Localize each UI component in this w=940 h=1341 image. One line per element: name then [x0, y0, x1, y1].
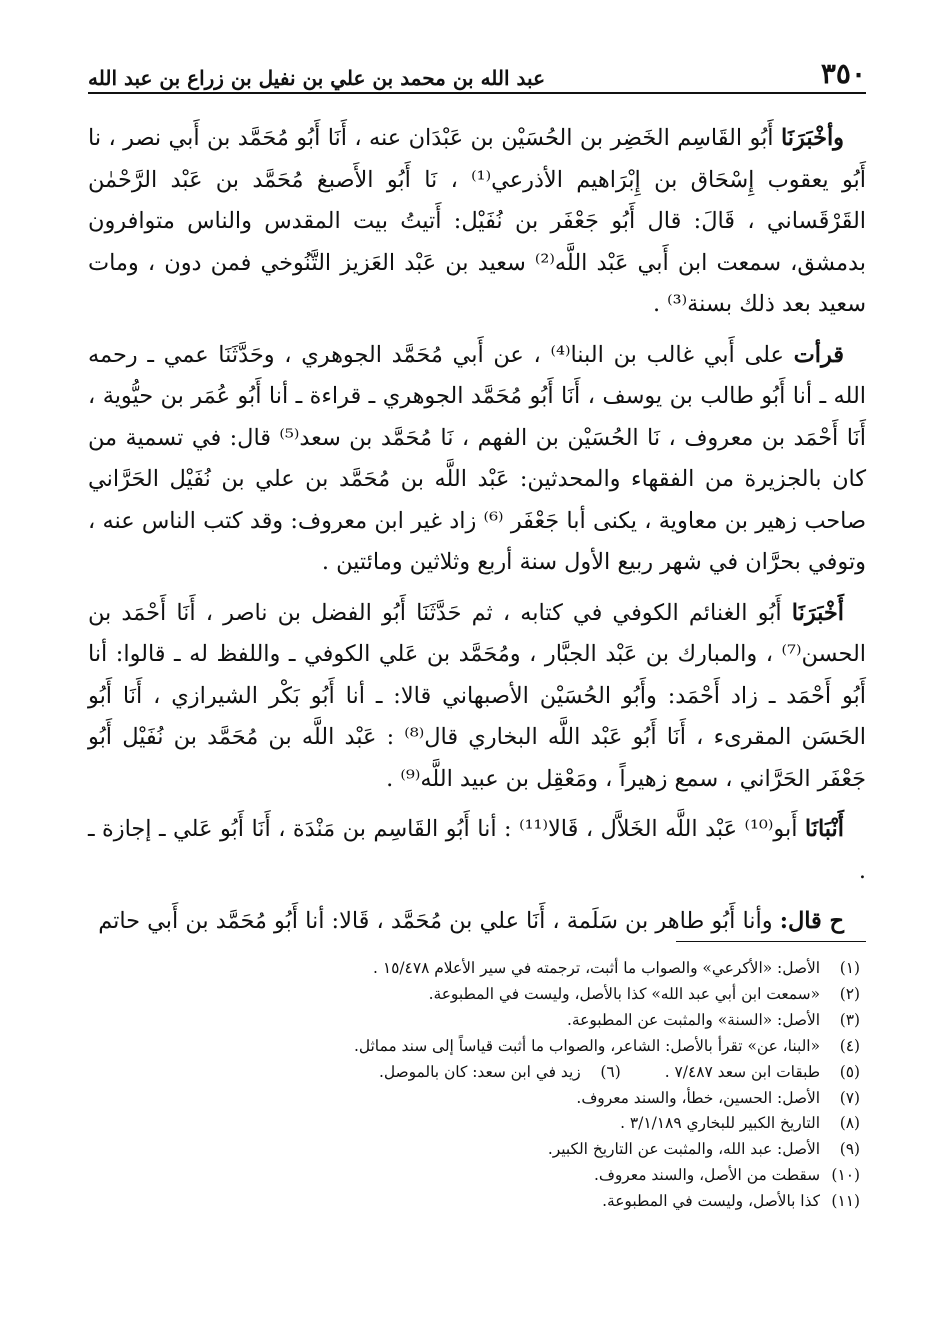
footnote-6 — [379, 1060, 621, 1086]
footnote-10-text: سقطت من الأصل، والسند معروف. — [594, 1166, 820, 1185]
footnote-4-text: «البنا، عن» تقرأ بالأصل: الشاعر، والصواب ما أثبت قياساً إلى سند مماثل. — [353, 1036, 820, 1055]
footnote-7-text: الأصل: الحسين، خطأ، والسند معروف. — [576, 1088, 820, 1107]
footnote-2-label: (٢) — [839, 984, 860, 1003]
footnote-8 — [88, 1111, 860, 1137]
footnotes — [88, 956, 860, 1215]
paragraph-5 — [88, 901, 866, 943]
footnote-7 — [88, 1086, 860, 1112]
footnote-6-label: (٦) — [600, 1062, 621, 1081]
paragraph-2 — [88, 335, 866, 584]
footnote-11-text: كذا بالأصل، وليست في المطبوعة. — [602, 1192, 820, 1211]
main-text — [88, 118, 866, 943]
footnote-9 — [88, 1137, 860, 1163]
paragraph-3-lead: أَخْبَرَنَا — [791, 599, 844, 626]
footnote-2 — [88, 982, 860, 1008]
paragraph-4-text: أَبو⁽¹⁰⁾ عَبْد اللَّه الخَلاَّل ، قَالا⁽¹¹⁾ : أنا أَبُو القَاسِم بن مَنْدَة ، أَنَا أَبُو عَلي ـ إجازة ـ . — [88, 816, 866, 884]
footnote-5 — [665, 1060, 860, 1086]
page-number: ٣٥٠ — [820, 57, 866, 90]
footnote-1-label: (١) — [839, 959, 860, 977]
footnote-3-label: (٣) — [839, 1010, 860, 1029]
paragraph-2-text: على أَبي غالب بن البنا⁽⁴⁾ ، عن أَبي مُحَمَّد الجوهري ، وحَدَّثَنَا عمي ـ رحمه الله ـ أنا أَبُو طالب بن يوسف ، أَنَا أَبُو مُحَمَّد الجوهري ـ قراءة ـ أنا أَبُو عُمَر بن حيُّوية ، أَنَا أَحْمَد بن معروف ، نَا الحُسَيْن بن الفهم ، نَا مُحَمَّد بن سعد⁽⁵⁾ قال: في تسمية من كان بالجزيرة من الفقهاء والمحدثين: عَبْد اللَّه بن مُحَمَّد بن علي بن نُفَيْل الحَرَّاني صاحب زهير بن معاوية ، يكنى أبا جَعْفَر ⁽⁶⁾ زاد غير ابن معروف: وقد كتب الناس عنه ، وتوفي بحرَّان في شهر ربيع الأول سنة أربع وثلاثين ومائتين . — [88, 341, 866, 575]
paragraph-5-text: وأنا أَبُو طاهر بن سَلَمة ، أَنَا علي بن مُحَمَّد ، قَالا: أنا أَبُو مُحَمَّد بن أَبي حاتم — [98, 908, 780, 934]
footnote-5-text: طبقات ابن سعد ٧/٤٨٧ . — [664, 1062, 820, 1081]
footnote-8-label: (٨) — [839, 1114, 860, 1133]
paragraph-3-text: أَبُو الغنائم الكوفي في كتابه ، ثم حَدَّثَنَا أَبُو الفضل بن ناصر ، أَنَا أَحْمَد بن الحسن⁽⁷⁾ ، والمبارك بن عَبْد الجبَّار ، ومُحَمَّد بن عَلي الكوفي ـ واللفظ له ـ قالوا: أنا أَبُو أَحْمَد ـ زاد أَحْمَد: وأَبُو الحُسَيْن الأصبهاني قالا: ـ أنا أَبُو بَكْر الشيرازي ، أَنَا أَبُو الحَسَن المقرىء ، أَنَا أَبُو عَبْد اللَّه البخاري قال⁽⁸⁾ : عَبْد اللَّه بن مُحَمَّد بن نُفَيْل أَبُو جَعْفَر الحَرَّاني ، سمع زهيراً ، ومَعْقِل بن عبيد اللَّه⁽⁹⁾ . — [88, 599, 866, 792]
footnote-7-label: (٧) — [839, 1088, 860, 1107]
footnote-8-text: التاريخ الكبير للبخاري ٣/١/١٨٩ . — [620, 1114, 820, 1133]
footnote-separator — [676, 941, 866, 942]
footnote-4 — [88, 1034, 860, 1060]
footnote-3 — [88, 1008, 860, 1034]
paragraph-4-lead: أَنْبَانَا — [804, 816, 845, 842]
footnote-11-label: (١١) — [831, 1192, 860, 1211]
footnote-10 — [88, 1163, 860, 1189]
footnote-1-text: الأصل: «الأكرعي» والصواب ما أثبت، ترجمته في سير الأعلام ١٥/٤٧٨ . — [373, 959, 820, 977]
footnote-11 — [88, 1189, 860, 1215]
footnote-2-text: «سمعت ابن أبي عبد الله» كذا بالأصل، وليست في المطبوعة. — [428, 984, 820, 1003]
footnote-1 — [88, 956, 860, 982]
paragraph-1 — [88, 118, 866, 326]
running-head: عبد الله بن محمد بن علي بن نفيل بن زراع بن عبد الله — [88, 66, 546, 90]
footnote-5-6-row — [88, 1060, 860, 1086]
paragraph-1-text: أَبُو القَاسِم الخَضِر بن الحُسَيْن بن عَبْدَان عنه ، أَنَا أَبُو مُحَمَّد بن أَبي نصر ، نا أَبُو يعقوب إِسْحَاق بن إِبْرَاهيم الأذرعي⁽¹⁾ ، نَا أَبُو الأَصبغ مُحَمَّد بن عَبْد الرَّحْمٰن القَرْقَساني ، قَالَ: قال أَبُو جَعْفَر بن نُفَيْل: أَتيتُ بيت المقدس والناس متوافرون بدمشق، سمعت ابن أَبي عَبْد اللَّه⁽²⁾ سعيد بن عَبْد العَزيز التَّنُوخي فمن دون ، ومات سعيد بعد ذلك بسنة⁽³⁾ . — [88, 125, 866, 317]
paragraph-5-lead: ح قال: — [779, 908, 844, 934]
footnote-3-text: الأصل: «السنة» والمثبت عن المطبوعة. — [567, 1010, 820, 1029]
footnote-4-label: (٤) — [839, 1036, 860, 1055]
footnote-10-label: (١٠) — [831, 1166, 860, 1185]
footnote-9-label: (٩) — [839, 1140, 860, 1159]
paragraph-4 — [88, 809, 866, 892]
page-header — [88, 52, 866, 94]
paragraph-3 — [88, 593, 866, 801]
paragraph-2-lead: قرأت — [793, 341, 844, 368]
footnote-6-text: زيد في ابن سعد: كان بالموصل. — [378, 1062, 581, 1081]
footnote-9-text: الأصل: عبد الله، والمثبت عن التاريخ الكبير. — [547, 1140, 820, 1159]
paragraph-1-lead: وأخْبَرَنَا — [780, 125, 844, 151]
footnote-5-label: (٥) — [839, 1062, 860, 1081]
